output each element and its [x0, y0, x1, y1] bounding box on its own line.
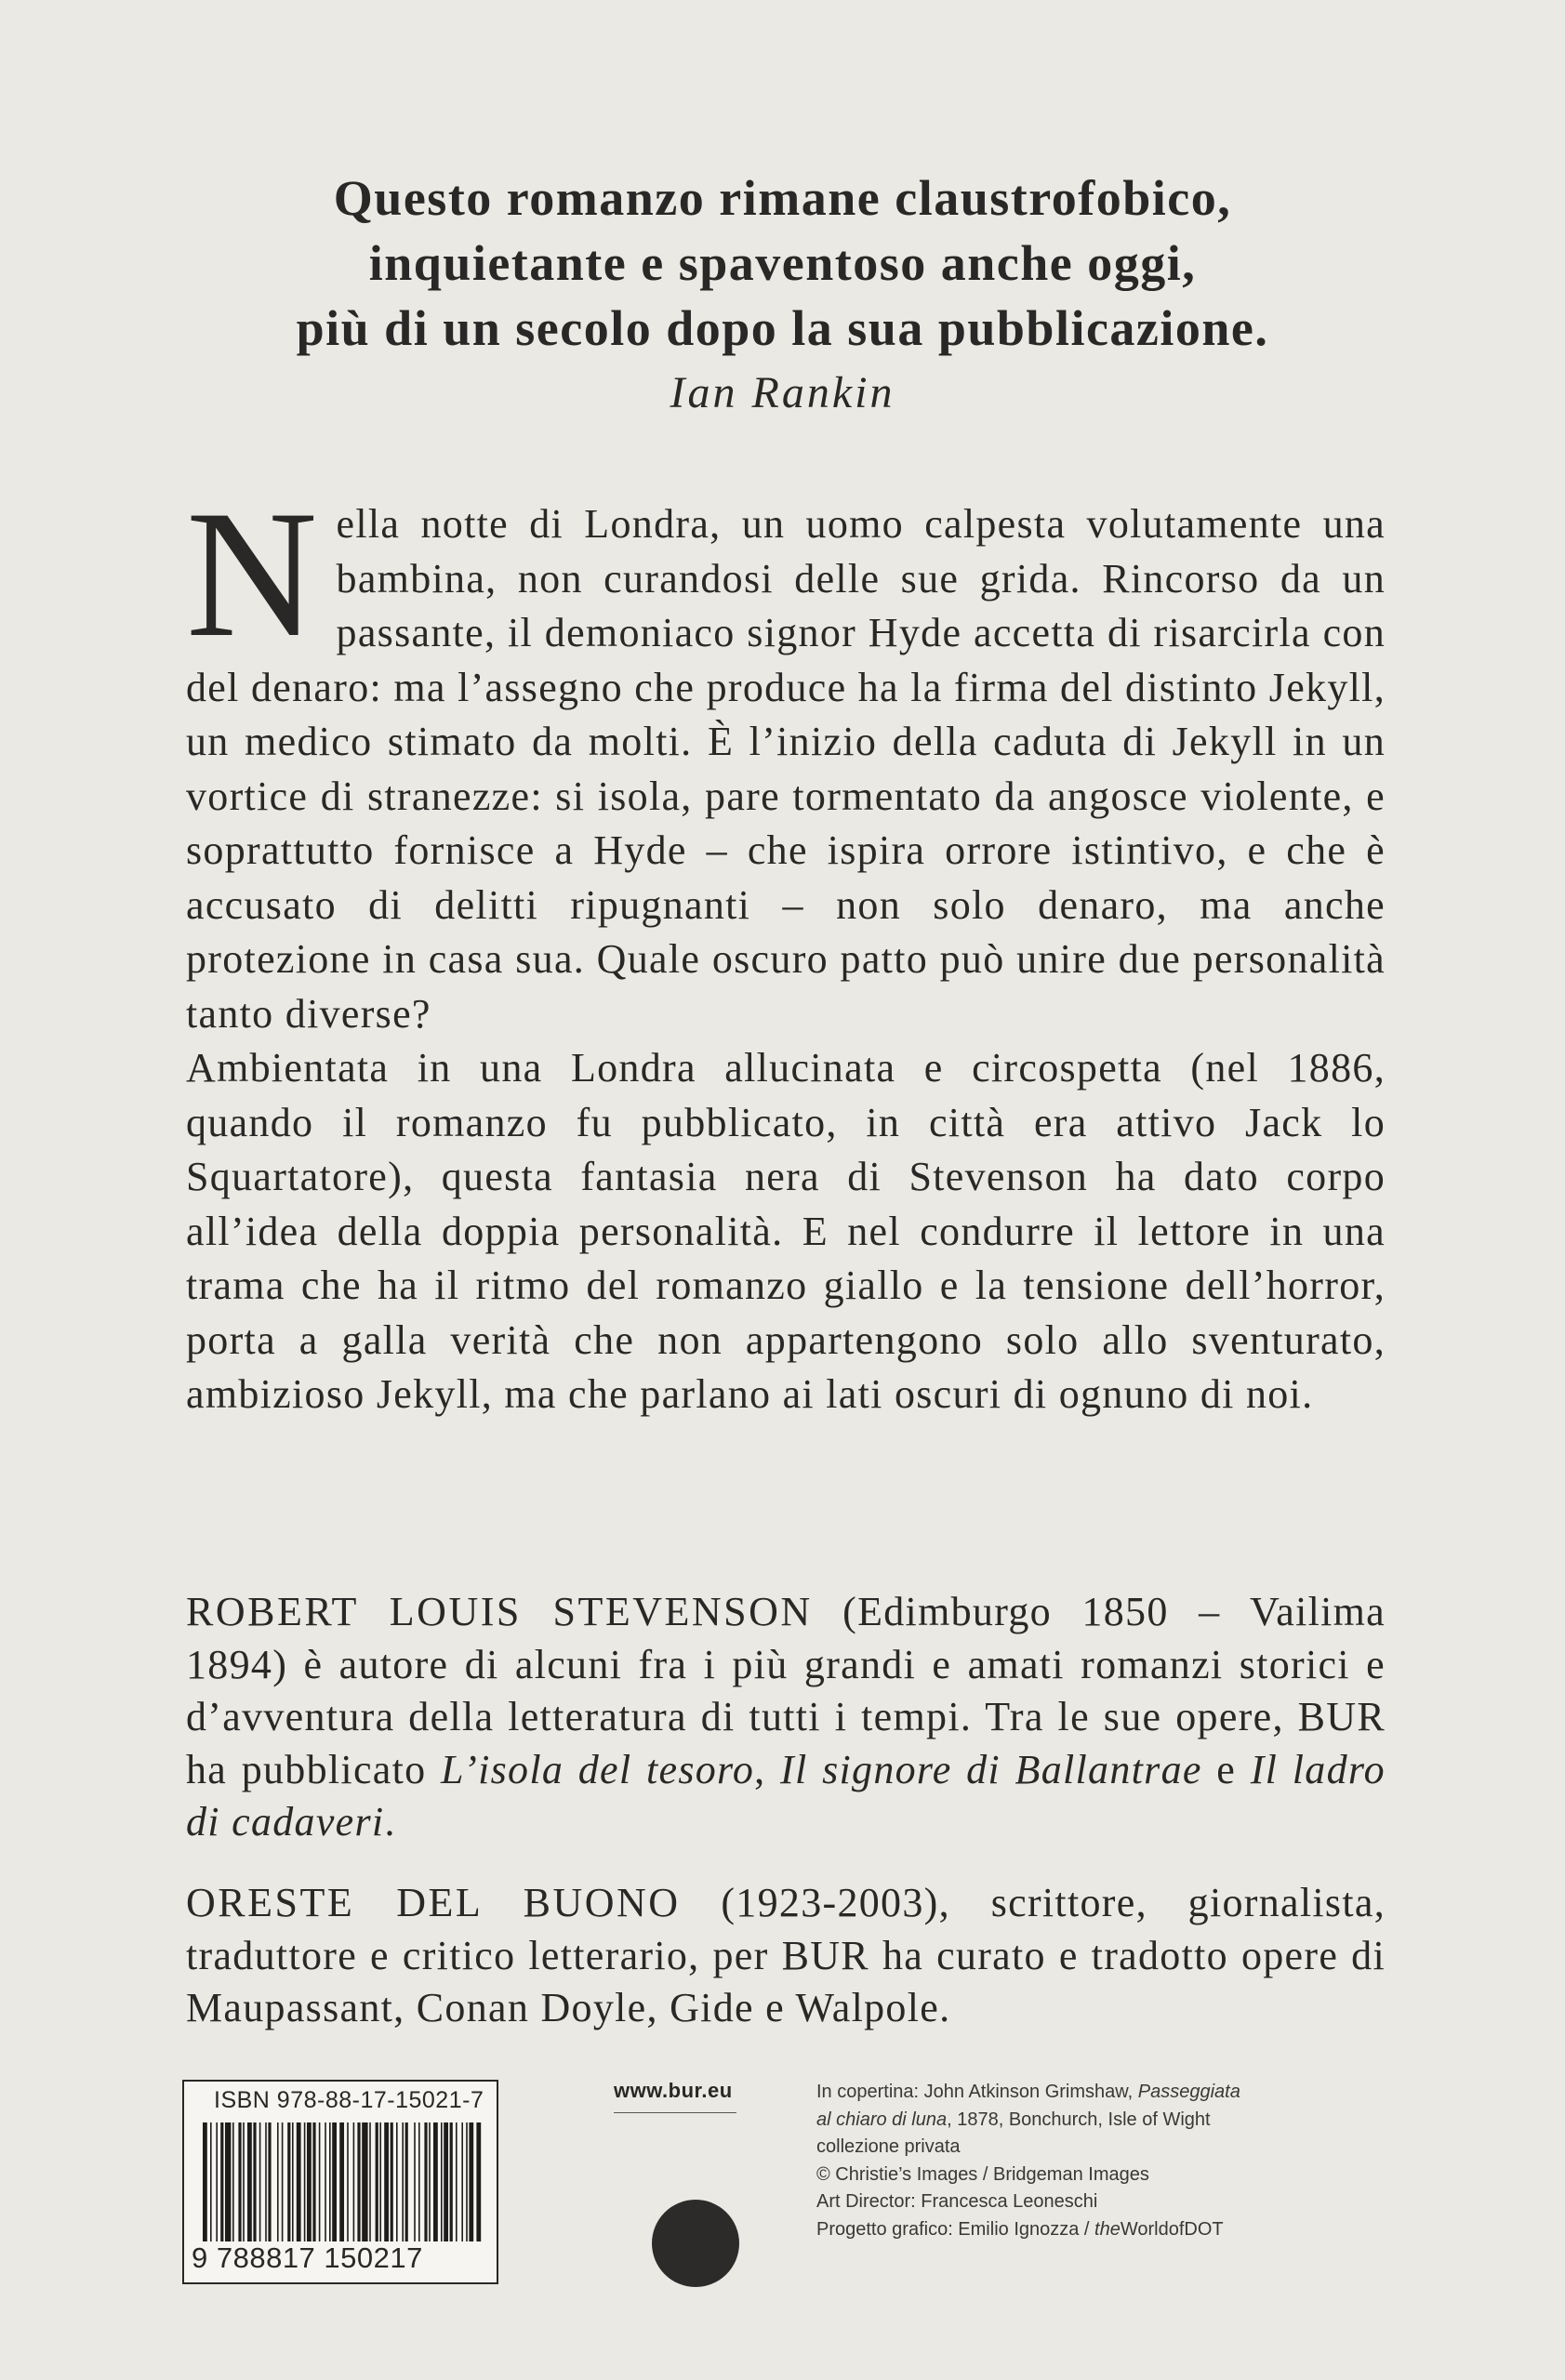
barcode-bar — [225, 2122, 231, 2241]
barcode-bar — [243, 2122, 245, 2241]
author-name: ROBERT LOUIS STEVENSON — [186, 1589, 813, 1634]
barcode-bar — [203, 2122, 207, 2241]
separator: e — [1201, 1746, 1251, 1792]
credit-line: © Christie’s Images / Bridgeman Images — [816, 2163, 1149, 2185]
epigraph-quote — [186, 165, 1379, 426]
barcode-bar — [456, 2122, 458, 2241]
barcode-bar — [396, 2122, 398, 2241]
translator-bio — [186, 1877, 1386, 2035]
author-bio — [186, 1586, 1386, 1849]
barcode-bar — [466, 2122, 468, 2241]
quote-author: Ian Rankin — [670, 368, 895, 417]
author-bio-text: (Edimburgo 1850 – Vailima 1894) è autore di alcuni fra i più grandi e amati romanzi storici e d’avventura della letteratura di tutti i tempi. Tra le sue opere, BUR ha pubblicato — [186, 1589, 1386, 1792]
drop-cap: N — [186, 473, 318, 675]
divider — [614, 2112, 736, 2113]
credit-line — [816, 2079, 1337, 2107]
barcode-bar — [210, 2122, 212, 2241]
credit-italic: the — [1094, 2218, 1121, 2240]
barcode-bar — [347, 2122, 349, 2241]
barcode-bar — [220, 2122, 223, 2241]
barcode-bar — [319, 2122, 321, 2241]
barcode-bar — [369, 2122, 371, 2241]
barcode-bar — [391, 2122, 393, 2241]
credit-text: In copertina: John Atkinson Grimshaw, — [816, 2082, 1138, 2102]
barcode-bar — [329, 2122, 331, 2241]
barcode-bar — [429, 2122, 431, 2241]
credit-text: WorldofDOT — [1120, 2218, 1224, 2240]
barcode-bar — [304, 2122, 306, 2241]
book-title: L’isola del tesoro — [441, 1746, 755, 1792]
quote-line: più di un secolo dopo la sua pubblicazione. — [296, 300, 1269, 356]
barcode-bar — [418, 2122, 420, 2241]
translator-name: ORESTE DEL BUONO — [186, 1880, 681, 1925]
barcode-bar — [339, 2122, 344, 2241]
barcode-bar — [247, 2122, 252, 2241]
barcode-bar — [216, 2122, 218, 2241]
barcode-bar — [238, 2122, 241, 2241]
book-title: Il ladro di cadaveri — [186, 1746, 1386, 1844]
barcode-bar — [253, 2122, 256, 2241]
artwork-title: Passeggiata — [1137, 2082, 1240, 2102]
barcode-bar — [265, 2122, 267, 2241]
barcode-bar — [384, 2122, 389, 2241]
quote-line: inquietante e spaventoso anche oggi, — [368, 235, 1197, 291]
book-title: Il signore di Ballantrae — [780, 1746, 1202, 1792]
publisher-website: www.bur.eu — [614, 2079, 733, 2102]
barcode-bar — [469, 2122, 473, 2241]
barcode-bar — [312, 2122, 315, 2241]
barcode-bar — [414, 2122, 416, 2241]
isbn-label: ISBN 978-88-17-15021-7 — [214, 2087, 484, 2113]
credit-line — [816, 2107, 1337, 2135]
barcode-bars — [203, 2122, 482, 2241]
synopsis — [186, 473, 1386, 1422]
barcode-bar — [332, 2122, 337, 2241]
barcode-bar — [362, 2122, 367, 2241]
barcode-bar — [292, 2122, 294, 2241]
barcode-bar — [379, 2122, 381, 2241]
barcode-bar — [357, 2122, 360, 2241]
barcode-bar — [402, 2122, 404, 2241]
quote-line: Questo romanzo rimane claustrofobico, — [333, 170, 1232, 226]
barcode-bar — [376, 2122, 378, 2241]
translator-bio-text: (1923-2003), scrittore, giornalista, traduttore e critico letterario, per BUR ha curato e tradotto opere di Maupassant, Conan Doyle, Gide e Walpole. — [186, 1880, 1386, 2030]
barcode-bar — [441, 2122, 443, 2241]
barcode-bar — [444, 2122, 448, 2241]
synopsis-paragraph-1 — [186, 473, 1386, 1041]
cover-credits — [816, 2079, 1337, 2243]
isbn-barcode — [182, 2080, 498, 2284]
barcode-bar — [282, 2122, 284, 2241]
artwork-title: al chiaro di luna — [816, 2109, 948, 2130]
barcode-digits: 9 788817 150217 — [192, 2241, 423, 2274]
credit-line: Art Director: Francesca Leoneschi — [816, 2191, 1098, 2212]
barcode-bar — [424, 2122, 427, 2241]
credit-line: collezione privata — [816, 2136, 961, 2157]
barcode-bar — [476, 2122, 481, 2241]
credit-text: Progetto grafico: Emilio Ignozza / — [816, 2218, 1095, 2240]
barcode-bar — [259, 2122, 261, 2241]
barcode-bar — [268, 2122, 271, 2241]
credit-text: , 1878, Bonchurch, Isle of Wight — [947, 2109, 1211, 2130]
barcode-bar — [450, 2122, 453, 2241]
barcode-bar — [232, 2122, 234, 2241]
barcode-bar — [277, 2122, 279, 2241]
synopsis-paragraph-2: Ambientata in una Londra allucinata e circospetta (nel 1886, quando il romanzo fu pubblicato, in città era attivo Jack lo Squartatore), questa fantasia nera di Stevenson ha dato corpo all’idea della doppia personalità. E nel condurre il lettore in una trama che ha il ritmo del romanzo giallo e la tensione dell’horror, porta a galla verità che non appartengono solo allo sventurato, ambizioso Jekyll, ma che parlano ai lati oscuri di ognuno di noi. — [186, 1045, 1386, 1417]
separator: , — [754, 1746, 781, 1792]
barcode-bar — [353, 2122, 355, 2241]
barcode-bar — [287, 2122, 290, 2241]
barcode-bar — [307, 2122, 312, 2241]
publisher-logo-dot — [652, 2200, 739, 2287]
sentence-end: . — [384, 1799, 396, 1844]
barcode-bar — [325, 2122, 326, 2241]
barcode-bar — [433, 2122, 438, 2241]
credit-line — [816, 2216, 1337, 2244]
barcode-bar — [405, 2122, 408, 2241]
synopsis-paragraph-1-text: ella notte di Londra, un uomo calpesta volutamente una bambina, non curandosi delle sue grida. Rincorso da un passante, il demoniaco signor Hyde accetta di risarcirla con del denaro: ma l’assegno che produce ha la firma del distinto Jekyll, un medico stimato da molti. È l’inizio della caduta di Jekyll in un vortice di stranezze: si isola, pare tormentato da angosce violente, e soprattutto fornisce a Hyde – che ispira orrore istintivo, e che è accusato di delitti ripugnanti – non solo denaro, ma anche protezione in casa sua. Quale oscuro patto può unire due personalità tanto diverse? — [186, 501, 1386, 1037]
barcode-bar — [461, 2122, 463, 2241]
barcode-bar — [297, 2122, 301, 2241]
